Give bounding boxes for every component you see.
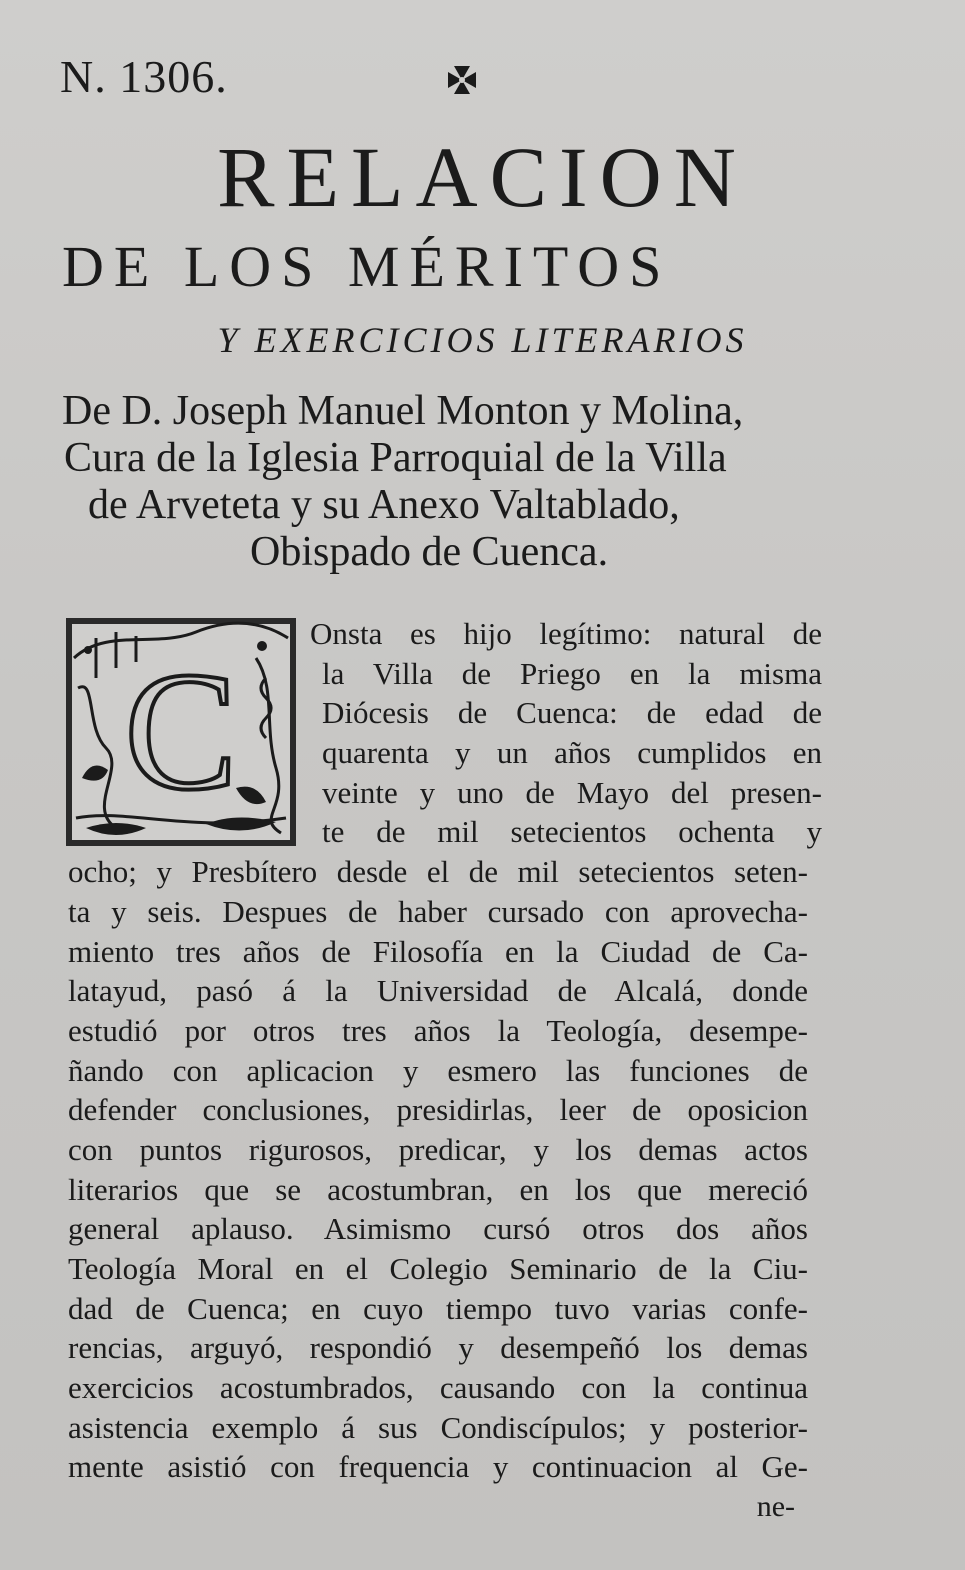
body-line: miento tres años de Filosofía en la Ciudad de Ca- [68, 933, 808, 969]
body-line: ocho; y Presbítero desde el de mil setecientos seten- [68, 854, 808, 890]
heading-line: De D. Joseph Manuel Monton y Molina, [62, 388, 744, 434]
heading-line: Cura de la Iglesia Parroquial de la Villa [64, 435, 727, 481]
body-line: defender conclusiones, presidirlas, leer de oposicion [68, 1092, 808, 1128]
document-title: RELACION [217, 129, 748, 225]
body-line: Diócesis de Cuenca: de edad de [322, 695, 822, 731]
body-line: te de mil setecientos ochenta y [322, 814, 822, 850]
heading-line: de Arveteta y su Anexo Valtablado, [88, 482, 680, 528]
catchword: ne- [756, 1490, 795, 1523]
body-line: exercicios acostumbrados, causando con la continua [68, 1370, 808, 1406]
body-line: la Villa de Priego en la misma [322, 655, 822, 691]
body-line: asistencia exemplo á sus Condiscípulos; y posterior- [68, 1409, 808, 1445]
body-line: veinte y uno de Mayo del presen- [322, 774, 822, 810]
maltese-cross-icon [444, 62, 480, 98]
body-line: ñando con aplicacion y esmero las funciones de [68, 1052, 808, 1088]
subtitle-line-2: Y EXERCICIOS LITERARIOS [217, 320, 748, 360]
heading-line: Obispado de Cuenca. [250, 529, 609, 575]
body-line: mente asistió con frequencia y continuacion al Ge- [68, 1449, 808, 1485]
heading-block [58, 388, 838, 576]
body-line: Onsta es hijo legítimo: natural de [310, 616, 822, 651]
body-line: literarios que se acostumbran, en los que mereció [68, 1171, 808, 1207]
body-text [0, 614, 965, 1487]
body-line: quarenta y un años cumplidos en [322, 735, 822, 771]
body-line: Teología Moral en el Colegio Seminario de la Ciu- [68, 1251, 808, 1286]
body-line: ta y seis. Despues de haber cursado con aprovecha- [68, 893, 808, 929]
drop-cap-letter: C [124, 637, 238, 825]
body-line: rencias, arguyó, respondió y desempeñó los demas [68, 1330, 808, 1366]
document-number: N. 1306. [60, 51, 228, 102]
body-line: latayud, pasó á la Universidad de Alcalá, donde [68, 973, 808, 1009]
body-line: general aplauso. Asimismo cursó otros dos años [68, 1211, 808, 1247]
body-line: con puntos rigurosos, predicar, y los demas actos [68, 1131, 808, 1167]
body-line: dad de Cuenca; en cuyo tiempo tuvo varias confe- [68, 1290, 808, 1326]
body-line: estudió por otros tres años la Teología, desempe- [68, 1012, 808, 1048]
subtitle-line-1: DE LOS MÉRITOS [62, 234, 672, 299]
